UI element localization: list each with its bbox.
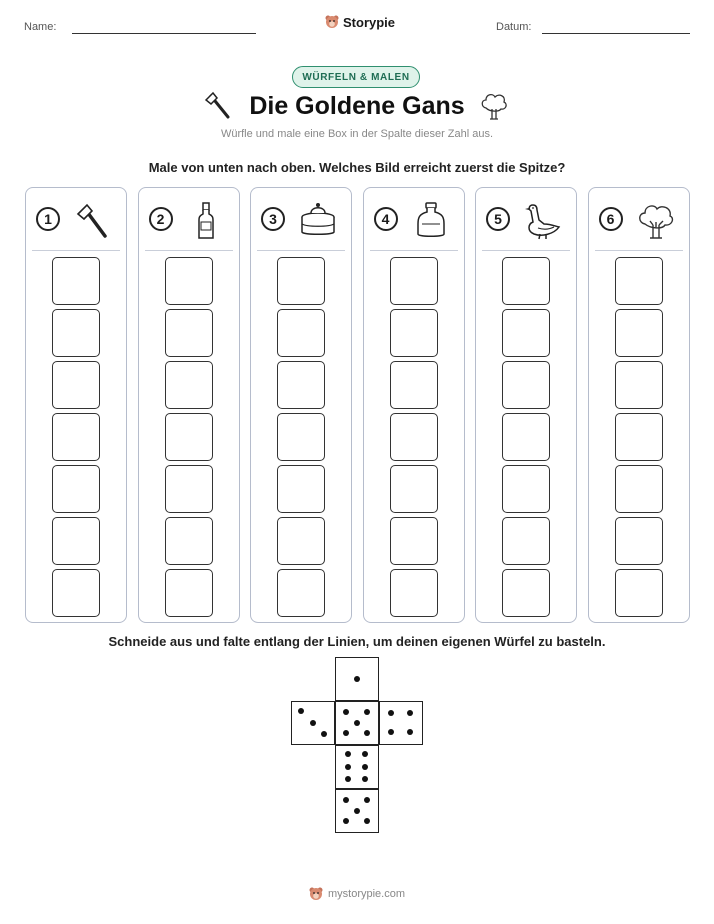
die-pip (343, 818, 349, 824)
die-pip (407, 729, 413, 735)
jar-icon (410, 200, 452, 242)
column-3 (250, 187, 352, 623)
color-box[interactable] (52, 361, 100, 409)
cut-instruction: Schneide aus und falte entlang der Linien, um deinen eigenen Würfel zu basteln. (108, 634, 606, 649)
color-box[interactable] (165, 361, 213, 409)
color-box[interactable] (52, 413, 100, 461)
column-2 (138, 187, 240, 623)
die-face-4 (379, 701, 423, 745)
name-label: Name: (24, 21, 57, 33)
die-face-6 (335, 745, 379, 789)
die-pip (354, 676, 360, 682)
color-box[interactable] (277, 413, 325, 461)
column-number: 1 (36, 207, 60, 231)
color-box[interactable] (165, 517, 213, 565)
color-box[interactable] (615, 309, 663, 357)
die-pip (321, 731, 327, 737)
die-pip (364, 818, 370, 824)
die-face-5-bottom (335, 789, 379, 833)
footer (0, 886, 714, 902)
color-box[interactable] (277, 257, 325, 305)
column-divider (370, 250, 458, 251)
column-1 (25, 187, 127, 623)
column-5 (475, 187, 577, 623)
color-box[interactable] (52, 569, 100, 617)
color-box[interactable] (52, 309, 100, 357)
color-box[interactable] (277, 361, 325, 409)
column-number: 3 (261, 207, 285, 231)
brand-logo (325, 14, 395, 30)
column-divider (257, 250, 345, 251)
die-pip (362, 751, 368, 757)
column-6 (588, 187, 690, 623)
die-pip (354, 720, 360, 726)
footer-url: mystorypie.com (327, 888, 406, 900)
column-divider (145, 250, 233, 251)
cake-icon (297, 200, 339, 242)
die-pip (362, 764, 368, 770)
die-pip (388, 710, 394, 716)
die-pip (354, 808, 360, 814)
color-box[interactable] (277, 569, 325, 617)
color-box[interactable] (52, 517, 100, 565)
bear-icon (325, 14, 339, 30)
die-pip (388, 729, 394, 735)
color-box[interactable] (502, 361, 550, 409)
goose-icon (522, 200, 564, 242)
color-box[interactable] (390, 309, 438, 357)
color-box[interactable] (502, 309, 550, 357)
tree-icon (478, 90, 510, 122)
die-pip (362, 776, 368, 782)
die-pip (343, 709, 349, 715)
die-pip (343, 797, 349, 803)
date-line[interactable] (542, 33, 690, 34)
color-box[interactable] (502, 257, 550, 305)
die-pip (364, 730, 370, 736)
color-box[interactable] (615, 465, 663, 513)
die-pip (364, 709, 370, 715)
category-pill: WÜRFELN & MALEN (292, 66, 420, 88)
color-box[interactable] (390, 361, 438, 409)
tree-icon (635, 200, 677, 242)
column-divider (595, 250, 683, 251)
bottle-icon (185, 200, 227, 242)
die-face-5 (335, 701, 379, 745)
color-box[interactable] (277, 517, 325, 565)
die-face-3 (291, 701, 335, 745)
die-pip (343, 730, 349, 736)
brand-name: Storypie (343, 14, 396, 30)
die-face-1 (335, 657, 379, 701)
die-pip (298, 708, 304, 714)
column-4 (363, 187, 465, 623)
column-number: 2 (149, 207, 173, 231)
column-number: 5 (486, 207, 510, 231)
color-box[interactable] (165, 413, 213, 461)
color-box[interactable] (502, 569, 550, 617)
column-divider (32, 250, 120, 251)
die-pip (345, 751, 351, 757)
color-box[interactable] (52, 465, 100, 513)
die-pip (310, 720, 316, 726)
die-pip (345, 776, 351, 782)
axe-icon (72, 200, 114, 242)
color-box[interactable] (390, 257, 438, 305)
bear-icon (309, 886, 323, 902)
color-box[interactable] (165, 465, 213, 513)
color-box[interactable] (502, 413, 550, 461)
color-box[interactable] (165, 257, 213, 305)
page-subtitle: Würfle und male eine Box in der Spalte dieser Zahl aus. (220, 128, 494, 140)
color-box[interactable] (165, 569, 213, 617)
color-box[interactable] (52, 257, 100, 305)
color-box[interactable] (390, 413, 438, 461)
color-box[interactable] (165, 309, 213, 357)
die-pip (364, 797, 370, 803)
color-box[interactable] (390, 569, 438, 617)
column-number: 6 (599, 207, 623, 231)
color-box[interactable] (615, 257, 663, 305)
die-pip (407, 710, 413, 716)
color-box[interactable] (502, 517, 550, 565)
column-divider (482, 250, 570, 251)
color-box[interactable] (277, 309, 325, 357)
color-box[interactable] (615, 517, 663, 565)
color-box[interactable] (390, 517, 438, 565)
page-title: Die Goldene Gans (249, 92, 465, 120)
color-box[interactable] (390, 465, 438, 513)
color-box[interactable] (615, 413, 663, 461)
date-label: Datum: (496, 21, 532, 33)
column-number: 4 (374, 207, 398, 231)
color-box[interactable] (615, 569, 663, 617)
color-box[interactable] (615, 361, 663, 409)
instruction-text: Male von unten nach oben. Welches Bild erreicht zuerst die Spitze? (148, 160, 566, 175)
color-box[interactable] (502, 465, 550, 513)
name-line[interactable] (72, 33, 256, 34)
color-box[interactable] (277, 465, 325, 513)
die-pip (345, 764, 351, 770)
